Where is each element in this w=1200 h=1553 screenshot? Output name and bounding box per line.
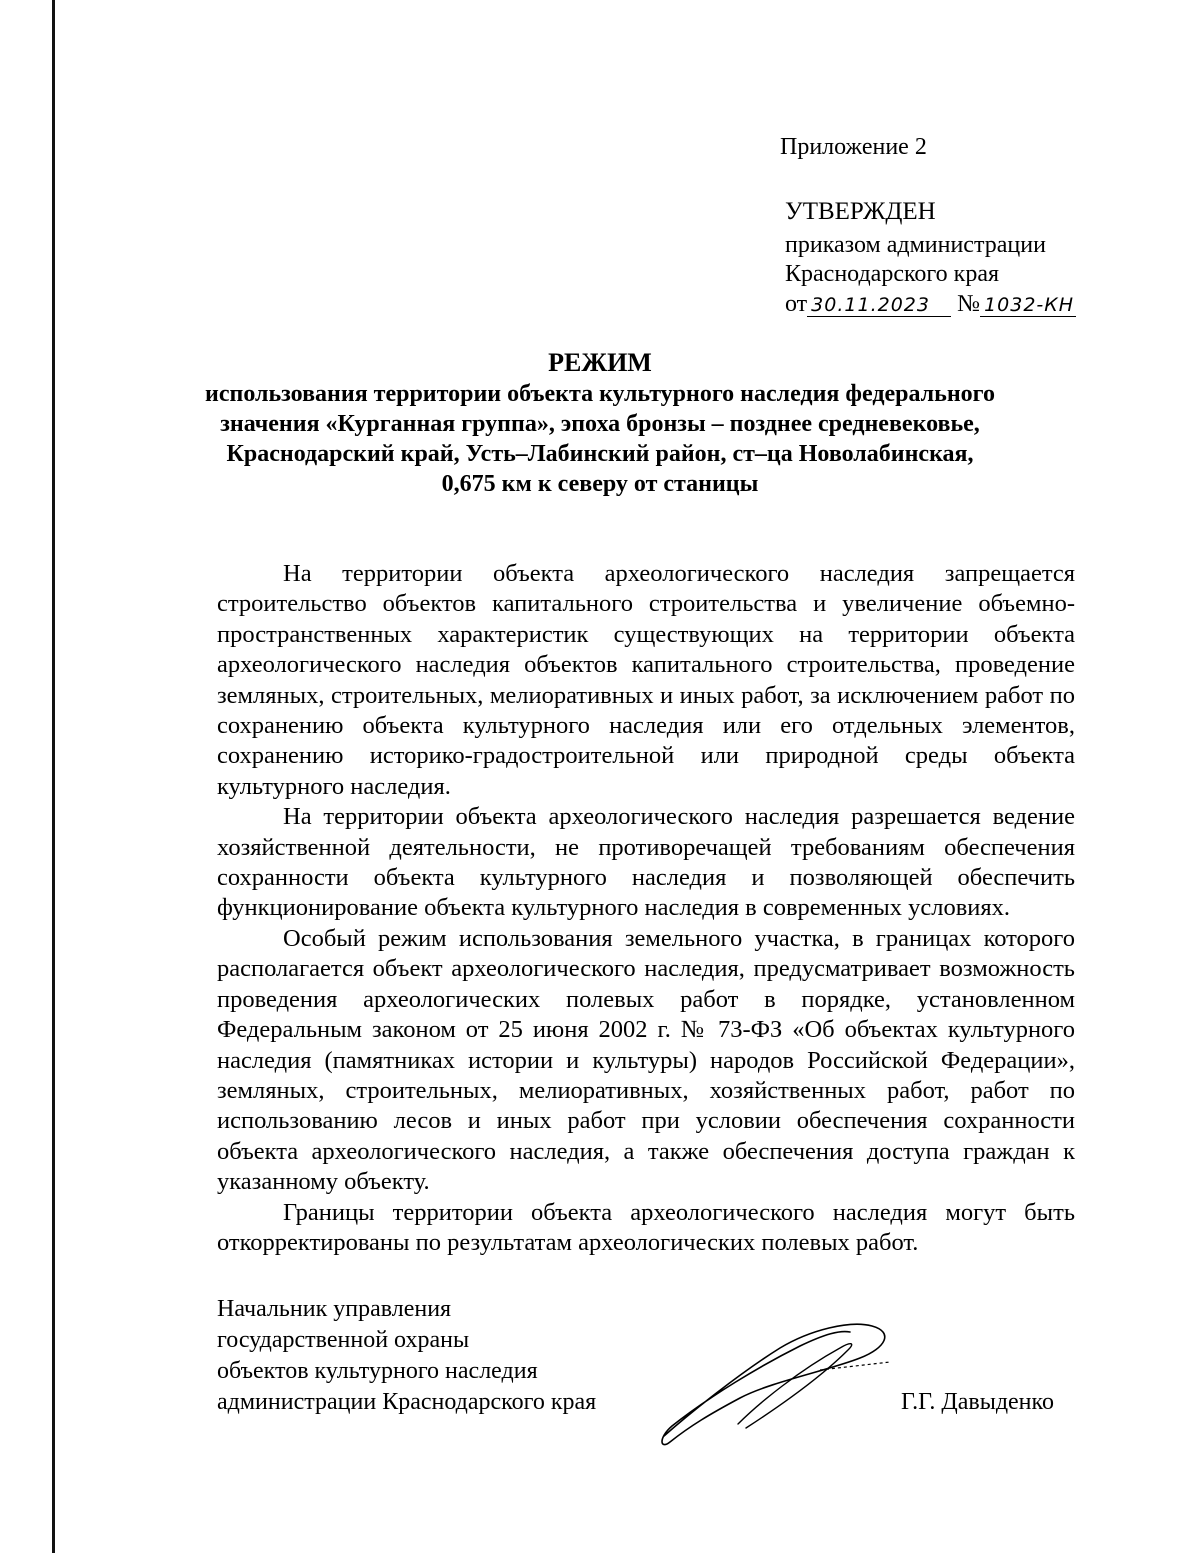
handwritten-signature (650, 1318, 910, 1448)
handwritten-number: 1032-КН (980, 294, 1076, 317)
title-line-2: значения «Курганная группа», эпоха бронзы – позднее средневековье, (220, 411, 980, 437)
paragraph-3: Особый режим использования земельного участка, в границах которого располагается объект археологического наследия, предусматривает возможность проведения археологических полевых работ в порядке, установленном Федеральным законом от 25 июня 2002 г. № 73-ФЗ «Об объектах культурного наследия (памятниках истории и культуры) народов Российской Федерации», земляных, строительных, мелиоративных, хозяйственных работ, работ по использованию лесов и иных работ при условии обеспечения сохранности объекта археологического наследия, а также обеспечения доступа граждан к указанному объекту. (217, 924, 1075, 1196)
handwritten-date: 30.11.2023 (807, 294, 951, 317)
signatory-line-1: Начальник управления (217, 1296, 452, 1322)
document-body (217, 559, 1075, 1258)
document-title (150, 348, 1050, 499)
signatory-line-2: государственной охраны (217, 1327, 470, 1353)
signatory-position (217, 1294, 596, 1418)
paragraph-1: На территории объекта археологического наследия запрещается строительство объектов капитального строительства и увеличение объемно-пространственных характеристик существующих на территории объекта археологического наследия объектов капитального строительства, проведение земляных, строительных, мелиоративных и иных работ, за исключением работ по сохранению объекта культурного наследия или его отдельных элементов, сохранению историко-градостроительной или природной среды объекта культурного наследия. (217, 560, 1075, 800)
signatory-line-4: администрации Краснодарского края (217, 1389, 597, 1415)
approval-line-2: Краснодарского края (785, 261, 1000, 287)
number-prefix: № (957, 290, 981, 317)
approval-date-line (785, 290, 1076, 320)
appendix-label: Приложение 2 (780, 134, 927, 160)
approval-block (785, 197, 1076, 319)
title-line-1: использования территории объекта культурного наследия федерального (205, 381, 995, 407)
scan-edge-line (52, 0, 55, 1553)
approval-line-1: приказом администрации (785, 231, 1046, 258)
paragraph-2: На территории объекта археологического наследия разрешается ведение хозяйственной деятельности, не противоречащей требованиям обеспечения сохранности объекта культурного наследия и позволяющей обеспечить функционирование объекта культурного наследия в современных условиях. (217, 803, 1075, 922)
signatory-name: Г.Г. Давыденко (901, 1389, 1054, 1415)
signatory-line-3: объектов культурного наследия (217, 1358, 538, 1384)
title-line-3: Краснодарский край, Усть–Лабинский район, ст–ца Новолабинская, (226, 441, 974, 467)
paragraph-4: Границы территории объекта археологического наследия могут быть откорректированы по результатам археологических полевых работ. (217, 1198, 1075, 1256)
approval-stamp: УТВЕРЖДЕН (785, 198, 936, 225)
title-line-4: 0,675 км к северу от станицы (441, 471, 759, 497)
title-heading: РЕЖИМ (548, 348, 652, 377)
date-prefix: от (785, 290, 808, 317)
